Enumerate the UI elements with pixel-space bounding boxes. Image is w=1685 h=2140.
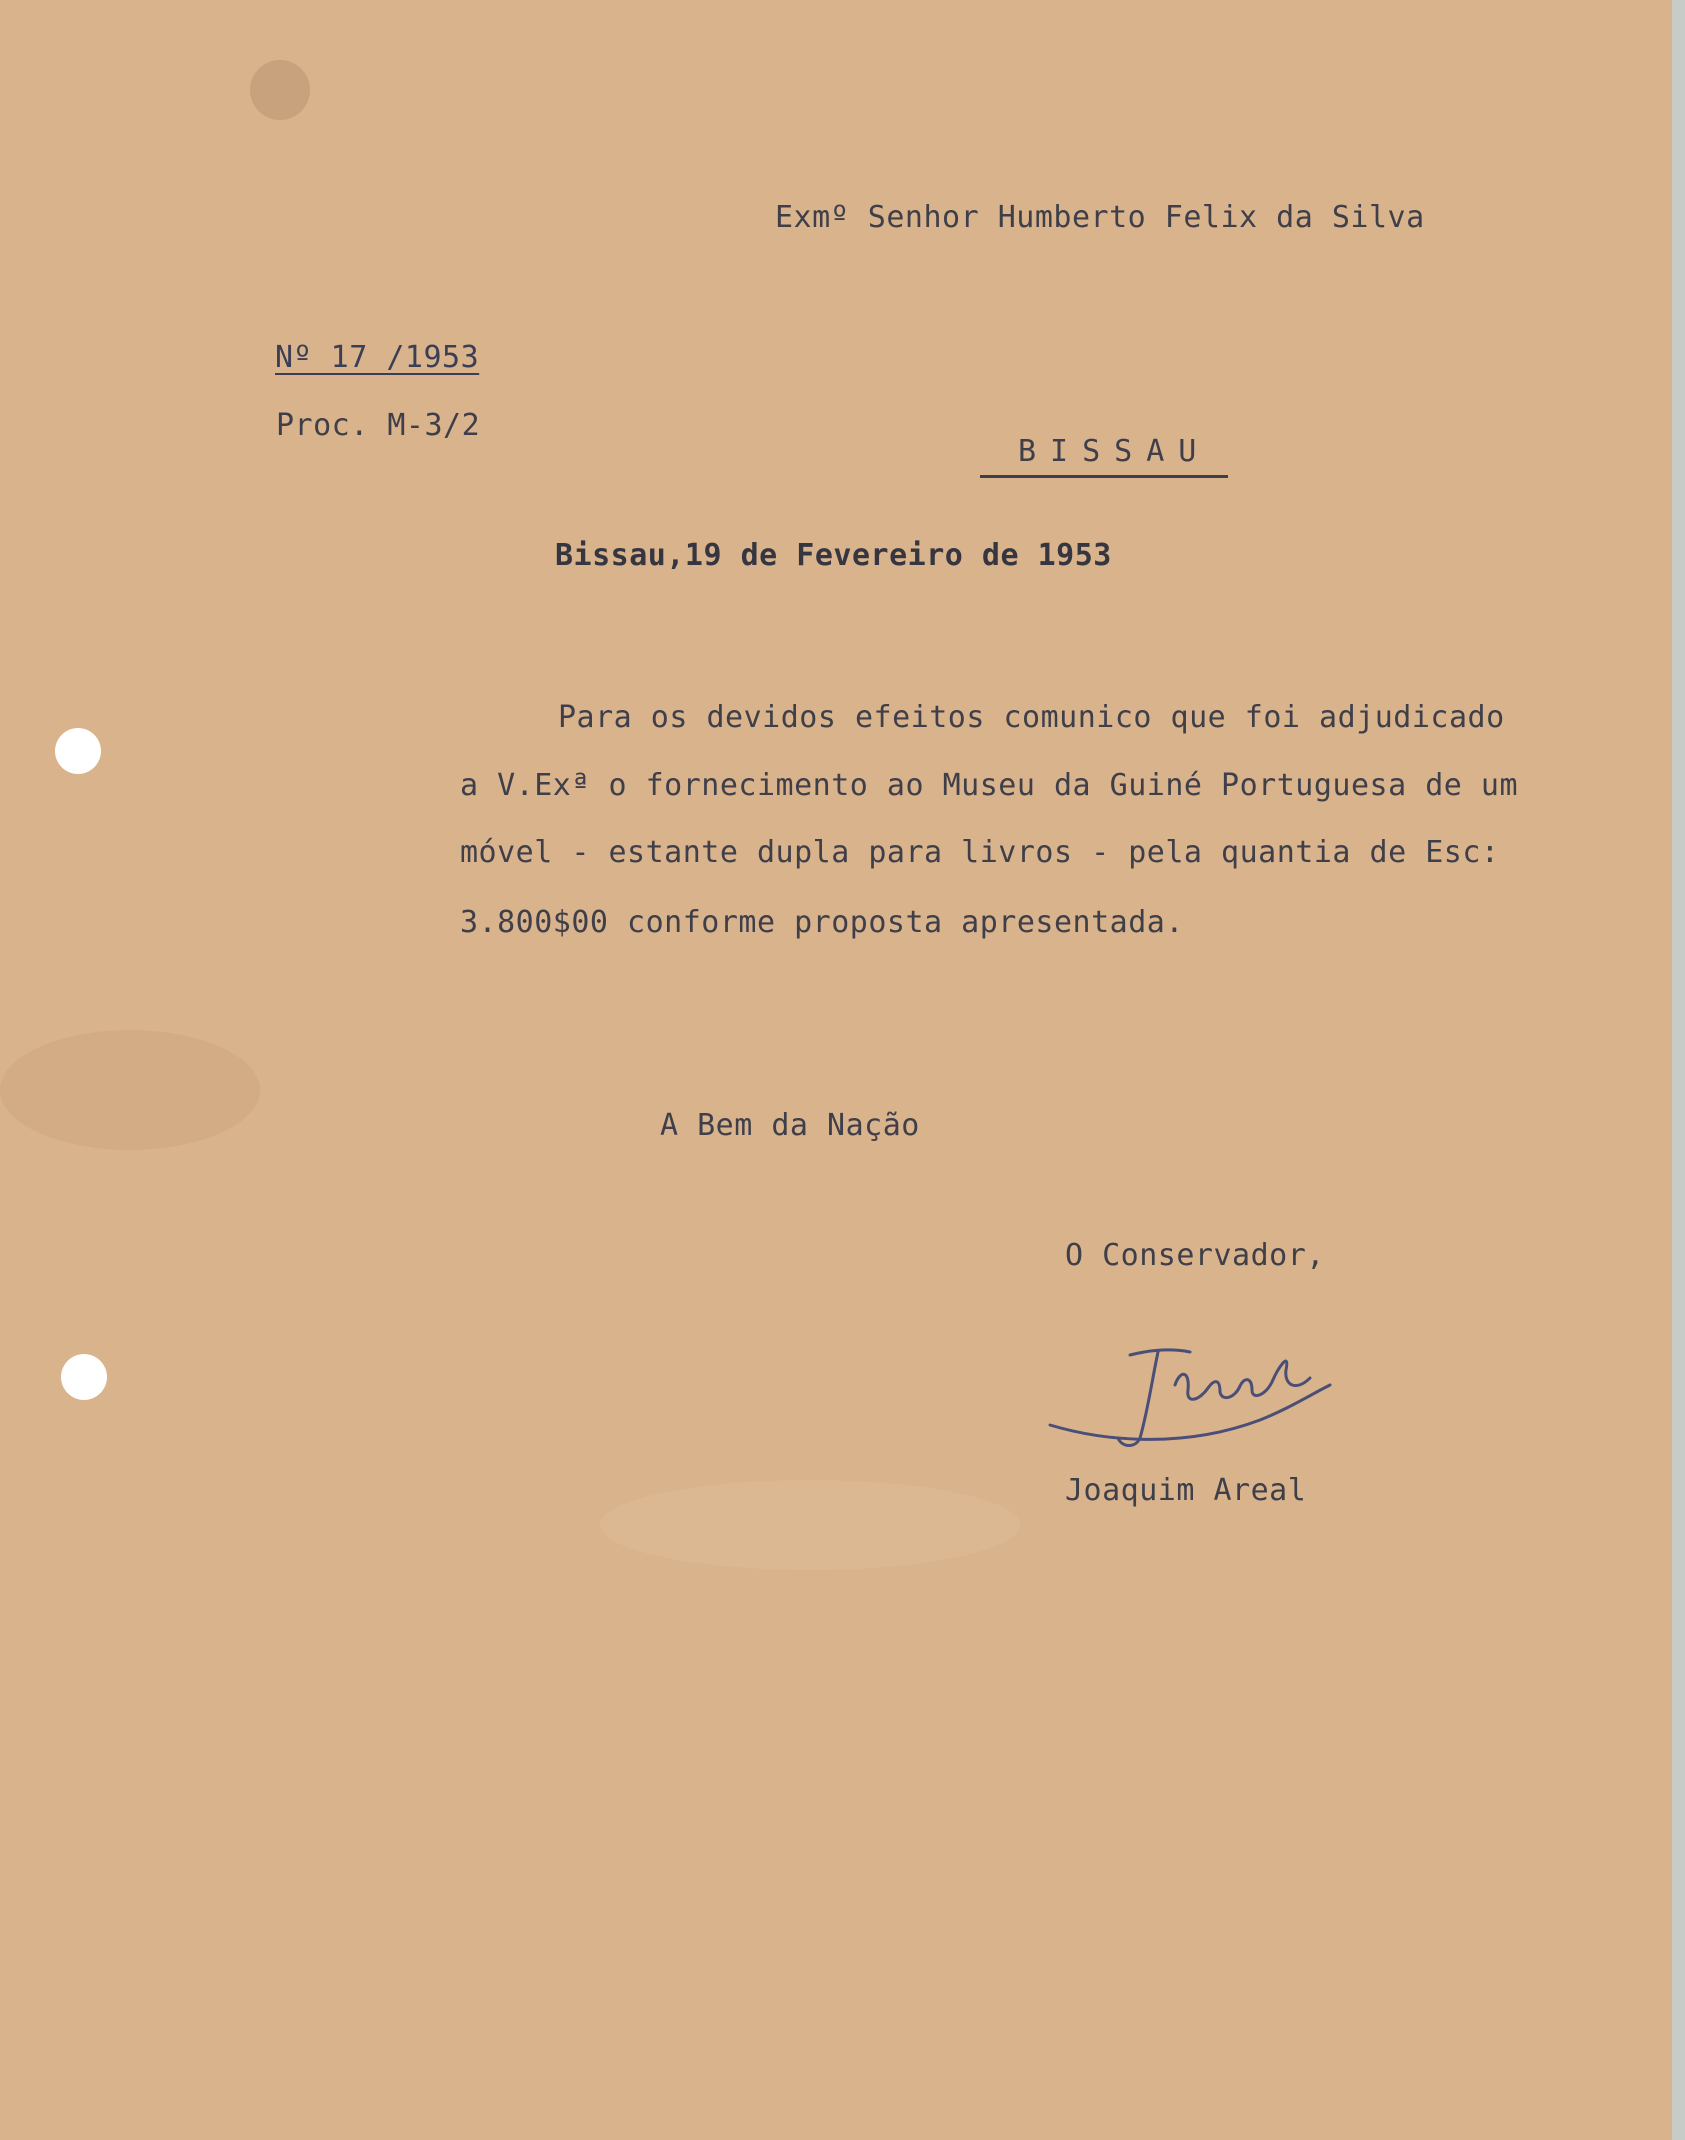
punch-hole	[55, 728, 101, 774]
body-line: Para os devidos efeitos comunico que foi adjudicado	[558, 700, 1505, 735]
scan-edge-strip	[1672, 0, 1685, 2140]
paper-stain	[0, 1030, 260, 1150]
body-line: a V.Exª o fornecimento ao Museu da Guiné Portuguesa de um	[460, 768, 1519, 803]
punch-hole	[61, 1354, 107, 1400]
paper-stain	[600, 1480, 1020, 1570]
signatory-title: O Conservador,	[1065, 1238, 1325, 1273]
process-reference: Proc. M-3/2	[276, 408, 481, 443]
body-line: móvel - estante dupla para livros - pela quantia de Esc:	[460, 835, 1500, 870]
reference-number: Nº 17 /1953	[275, 340, 480, 375]
handwritten-signature	[1040, 1330, 1340, 1460]
city-heading: BISSAU	[980, 434, 1228, 478]
closing-phrase: A Bem da Nação	[660, 1108, 920, 1143]
date-line: Bissau,19 de Fevereiro de 1953	[555, 538, 1112, 573]
body-line: 3.800$00 conforme proposta apresentada.	[460, 905, 1184, 940]
signatory-name: Joaquim Areal	[1065, 1473, 1307, 1508]
paper-stain	[250, 60, 310, 120]
recipient-line: Exmº Senhor Humberto Felix da Silva	[775, 200, 1425, 235]
